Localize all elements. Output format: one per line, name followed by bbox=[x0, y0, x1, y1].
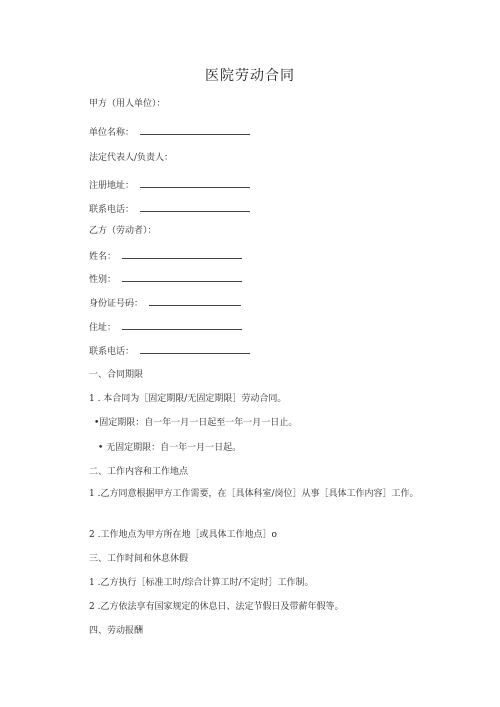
party-b-field-id bbox=[89, 296, 241, 310]
party-b-field-phone bbox=[89, 344, 250, 358]
field-label: 联系电话： bbox=[89, 205, 135, 215]
party-a-heading: 甲方（用人单位）： bbox=[89, 99, 166, 109]
section-work-item-1 bbox=[70, 486, 420, 502]
field-label: 联系电话： bbox=[89, 347, 135, 357]
section-hours-item-2: 2 .乙方依法享有国家规定的休息日、法定节假日及带薪年假等。 bbox=[89, 602, 344, 612]
party-a-field-phone bbox=[89, 202, 250, 216]
id-number-blank-line[interactable] bbox=[149, 296, 241, 306]
party-a-field-representative bbox=[89, 152, 173, 164]
field-label: 姓名： bbox=[89, 252, 117, 262]
employee-name-blank-line[interactable] bbox=[122, 249, 242, 259]
section-hours-heading: 三、工作时间和休息休假 bbox=[89, 554, 189, 564]
party-a-field-address bbox=[89, 178, 250, 192]
party-b-heading: 乙方（劳动者）： bbox=[89, 226, 157, 236]
section-term-heading: 一、合同期限 bbox=[89, 370, 144, 380]
section-work-item-1-text: 1 .乙方同意根据甲方工作需要，在［具体科室/岗位］从事［具体工作内容］工作。 bbox=[89, 489, 419, 499]
employee-address-blank-line[interactable] bbox=[122, 320, 242, 330]
field-label: 身份证号码： bbox=[89, 299, 144, 309]
name-blank-line[interactable] bbox=[140, 125, 250, 135]
field-label: 注册地址： bbox=[89, 181, 135, 191]
party-b-field-name bbox=[89, 249, 242, 263]
section-pay-heading: 四、劳动报酬 bbox=[89, 626, 144, 636]
section-work-item-2: 2 .工作地点为甲方所在地［或具体工作地点］o bbox=[89, 530, 277, 540]
section-work-heading: 二、工作内容和工作地点 bbox=[89, 467, 189, 477]
field-label: 法定代表人/负责人： bbox=[89, 153, 174, 163]
phone-blank-line[interactable] bbox=[140, 202, 250, 212]
field-label: 单位名称： bbox=[89, 128, 135, 138]
field-label: 性别： bbox=[89, 275, 117, 285]
field-label: 住址： bbox=[89, 323, 117, 333]
party-a-field-name bbox=[89, 125, 250, 139]
section-term-bullet-fixed: •固定期限：自一年一月一日起至一年一月一日止。 bbox=[94, 418, 298, 428]
employee-phone-blank-line[interactable] bbox=[140, 344, 250, 354]
party-b-field-address bbox=[89, 320, 242, 334]
section-hours-item-1: 1 .乙方执行［标准工时/综合计算工时/不定时］工作制。 bbox=[89, 578, 314, 588]
address-blank-line[interactable] bbox=[140, 178, 250, 188]
document-title: 医院劳动合同 bbox=[205, 68, 295, 84]
section-term-bullet-open: • 无固定期限：自一年一月一日起。 bbox=[98, 443, 242, 453]
gender-blank-line[interactable] bbox=[122, 272, 242, 282]
party-b-field-gender bbox=[89, 272, 242, 286]
section-term-item-1: 1 . 本合同为［固定期限/无固定期限］劳动合同。 bbox=[89, 394, 287, 404]
